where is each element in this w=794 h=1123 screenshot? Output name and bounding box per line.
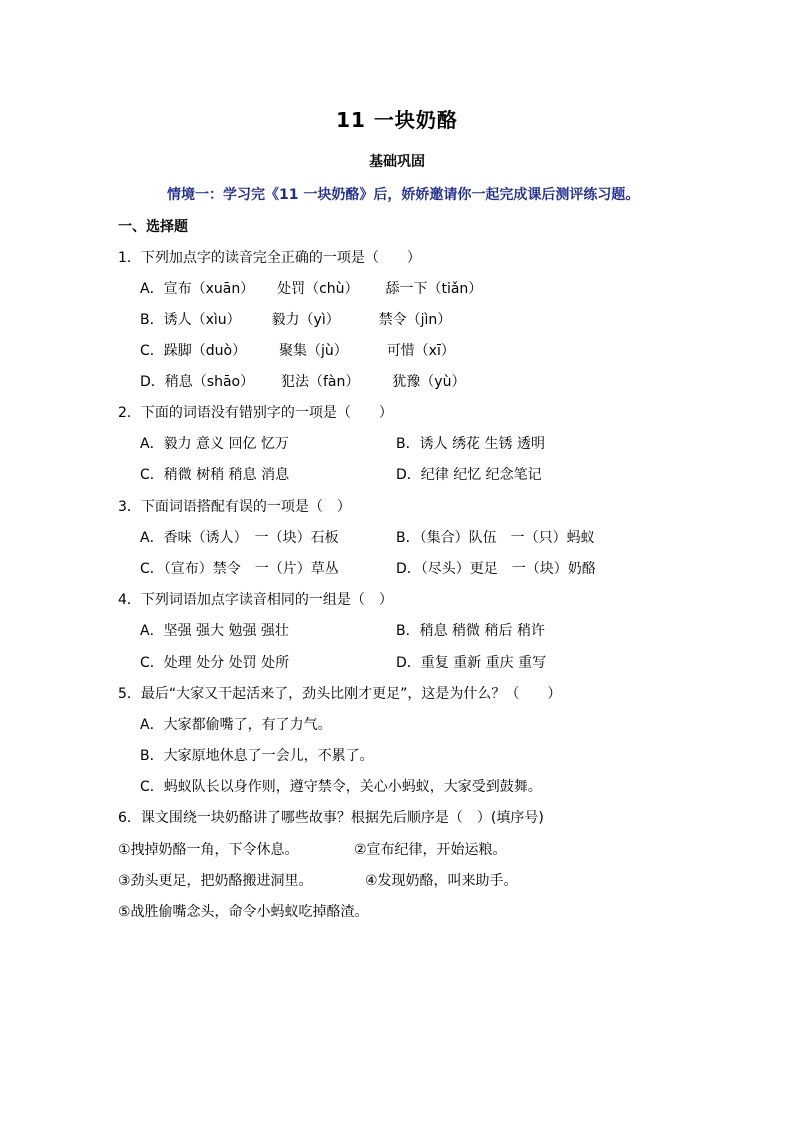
question-5-option-a[interactable]: A．大家都偷嘴了，有了力气。	[140, 717, 332, 733]
question-2-option-a[interactable]: A．毅力 意义 回亿 忆万	[140, 436, 289, 452]
question-1-option-a[interactable]	[140, 279, 482, 299]
question-4-option-d[interactable]: D．重复 重新 重庆 重写	[396, 655, 547, 671]
option-c-word-1: C．跺脚（duò）	[140, 343, 247, 359]
question-5-stem: 5．最后“大家又干起活来了，劲头比刚才更足”，这是为什么？（ ）	[118, 686, 562, 702]
option-c-word-3: 可惜（xī）	[386, 343, 455, 359]
question-3-option-d[interactable]: D．（尽头）更足 一（块）奶酪	[396, 561, 596, 577]
sequence-item-1: ①拽掉奶酪一角，下令休息。	[118, 842, 299, 858]
option-a-word-2: 处罚（chù）	[277, 281, 359, 297]
option-b-word-3: 禁令（jìn）	[378, 312, 452, 328]
page-subtitle: 基础巩固	[369, 154, 425, 170]
question-1-stem: 1．下列加点字的读音完全正确的一项是（ ）	[118, 250, 421, 266]
question-5-option-b[interactable]: B．大家原地休息了一会儿，不累了。	[140, 748, 374, 764]
question-2-option-c[interactable]: C．稍微 树稍 稍息 消息	[140, 467, 290, 483]
question-1-option-d[interactable]	[140, 372, 465, 392]
sequence-item-3: ③劲头更足，把奶酪搬进洞里。	[118, 873, 313, 889]
question-3-option-c[interactable]: C．（宣布）禁令 一（片）草丛	[140, 561, 339, 577]
option-d-word-1: D．稍息（shāo）	[140, 374, 255, 390]
sequence-item-4: ④发现奶酪，叫来助手。	[365, 873, 518, 889]
section-heading: 一、选择题	[118, 219, 188, 235]
question-2-stem: 2．下面的词语没有错别字的一项是（ ）	[118, 405, 393, 421]
option-c-word-2: 聚集（jù）	[279, 343, 348, 359]
question-3-option-a[interactable]: A．香味（诱人） 一（块）石板	[140, 530, 339, 546]
context-instruction: 情境一：学习完《11 一块奶酪》后，娇娇邀请你一起完成课后测评练习题。	[167, 187, 640, 203]
question-3-option-b[interactable]: B．（集合）队伍 一（只）蚂蚁	[396, 530, 595, 546]
question-1-option-b[interactable]	[140, 310, 451, 330]
question-5-option-c[interactable]: C．蚂蚁队长以身作则，遵守禁令，关心小蚂蚁，大家受到鼓舞。	[140, 779, 542, 795]
page-title: 11 一块奶酪	[336, 108, 458, 132]
option-a-word-3: 舔一下（tiǎn）	[385, 281, 483, 297]
option-d-word-2: 犯法（fàn）	[281, 374, 360, 390]
option-b-word-2: 毅力（yì）	[271, 312, 340, 328]
question-4-stem: 4．下列词语加点字读音相同的一组是（ ）	[118, 592, 393, 608]
question-3-stem: 3．下面词语搭配有误的一项是（ ）	[118, 499, 351, 515]
question-2-option-d[interactable]: D．纪律 纪忆 纪念笔记	[396, 467, 542, 483]
option-d-word-3: 犹豫（yù）	[392, 374, 466, 390]
sequence-item-5: ⑤战胜偷嘴念头，命令小蚂蚁吃掉酪渣。	[118, 904, 369, 920]
option-b-word-1: B．诱人（xìu）	[140, 312, 241, 328]
question-4-option-a[interactable]: A．坚强 强大 勉强 强壮	[140, 623, 289, 639]
question-6-stem: 6．课文围绕一块奶酪讲了哪些故事？根据先后顺序是（ ）(填序号)	[118, 810, 544, 826]
question-1-option-c[interactable]	[140, 341, 455, 361]
question-4-option-c[interactable]: C．处理 处分 处罚 处所	[140, 655, 290, 671]
option-a-word-1: A．宣布（xuān）	[140, 281, 255, 297]
sequence-item-2: ②宣布纪律，开始运粮。	[354, 842, 507, 858]
question-4-option-b[interactable]: B．稍息 稍微 稍后 稍许	[396, 623, 545, 639]
question-2-option-b[interactable]: B．诱人 绣花 生锈 透明	[396, 436, 545, 452]
